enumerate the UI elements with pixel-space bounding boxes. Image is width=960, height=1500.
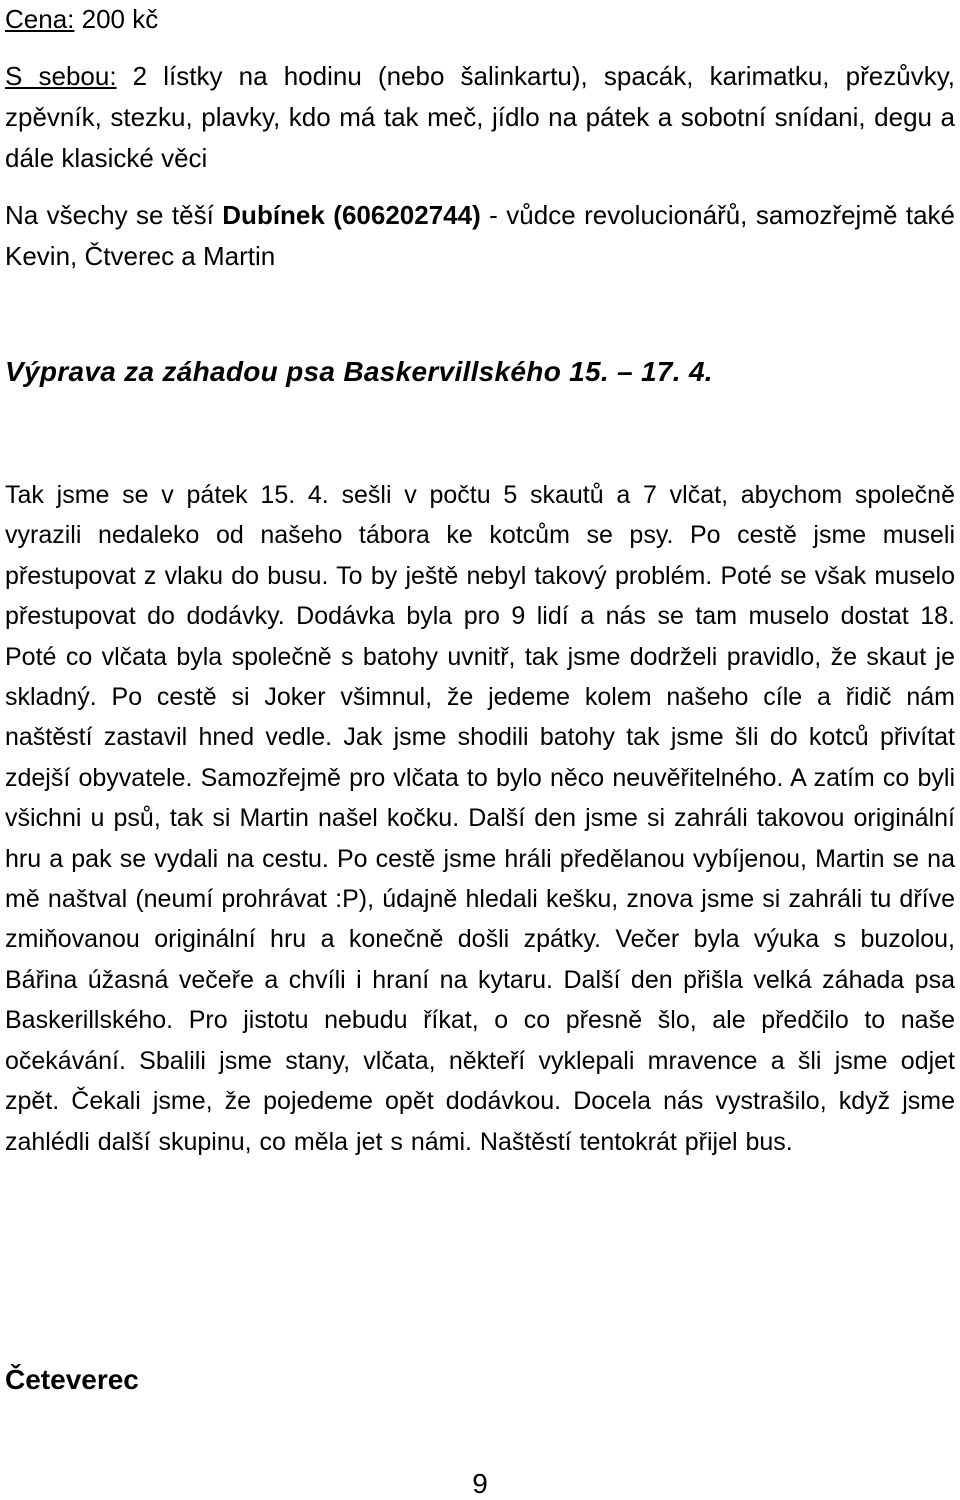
greeting-leader: Dubínek (606202744) <box>222 200 481 230</box>
page-number: 9 <box>472 1468 488 1499</box>
bring-paragraph <box>5 56 955 179</box>
bring-label: S sebou: <box>5 61 117 91</box>
article-title: Výprava za záhadou psa Baskervillského 15. – 17. 4. <box>5 356 713 387</box>
article-author: Četeverec <box>5 1364 139 1395</box>
price-value: 200 kč <box>74 4 159 34</box>
greeting-paragraph <box>5 195 955 277</box>
greeting-post: - vůdce revolucionářů, samozřejmě také Kevin, Čtverec a Martin <box>5 200 956 271</box>
greeting-pre: Na všechy se těší <box>5 200 223 230</box>
price-line <box>5 2 955 36</box>
bring-text: 2 lístky na hodinu (nebo šalinkartu), spacák, karimatku, přezůvky, zpěvník, stezku, plavky, kdo má tak meč, jídlo na pátek a sobotní snídani, degu a dále klasické věci <box>5 61 955 173</box>
price-label: Cena: <box>5 4 75 34</box>
article-body: Tak jsme se v pátek 15. 4. sešli v počtu 5 skautů a 7 vlčat, abychom společně vyrazili nedaleko od našeho tábora ke kotcům se psy. Po cestě jsme museli přestupovat z vlaku do busu. To by ještě nebyl takový problém. Poté se však muselo přestupovat do dodávky. Dodávka byla pro 9 lidí a nás se tam muselo dostat 18. Poté co vlčata byla společně s batohy uvnitř, tak jsme dodrželi pravidlo, že skaut je skladný. Po cestě si Joker všimnul, že jedeme kolem našeho cíle a řidič nám naštěstí zastavil hned vedle. Jak jsme shodili batohy tak jsme šli do kotců přivítat zdejší obyvatele. Samozřejmě pro vlčata to bylo něco neuvěřitelného. A zatím co byli všichni u psů, tak si Martin našel kočku. Další den jsme si zahráli takovou originální hru a pak se vydali na cestu. Po cestě jsme hráli předělanou vybíjenou, Martin se na mě naštval (neumí prohrávat :P), údajně hledali kešku, znova jsme si zahráli tu dříve zmiňovanou originální hru a konečně došli zpátky. Večer byla výuka s buzolou, Bářina úžasná večeře a chvíli i hraní na kytaru. Další den přišla velká záhada psa Baskerillského. Pro jistotu nebudu říkat, o co přesně šlo, ale předčilo to naše očekávání. Sbalili jsme stany, vlčata, někteří vyklepali mravence a šli jsme odjet zpět. Čekali jsme, že pojedeme opět dodávkou. Docela nás vystrašilo, když jsme zahlédli další skupinu, co měla jet s námi. Naštěstí tentokrát přijel bus. <box>5 481 955 1156</box>
